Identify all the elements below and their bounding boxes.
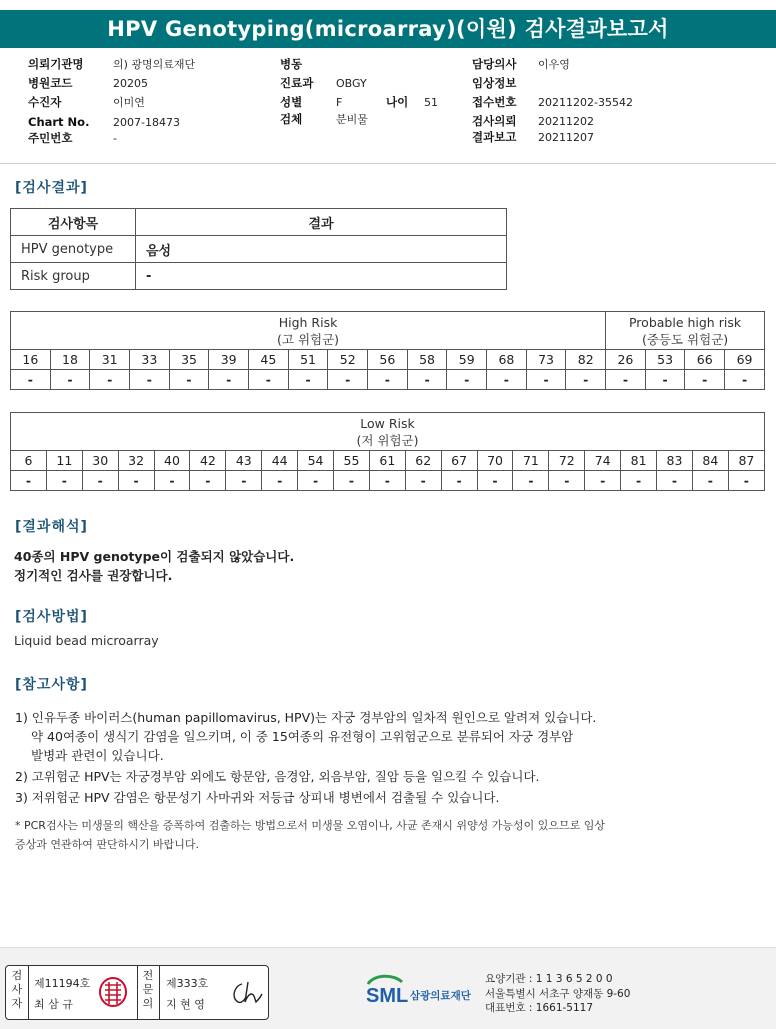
note-line: 발병과 관련이 있습니다. (31, 748, 164, 763)
genotype-result-cell: - (190, 471, 226, 491)
info-value: F (336, 96, 343, 109)
genotype-cell: 73 (526, 350, 566, 370)
patient-info-col1 (28, 55, 195, 148)
low-risk-header (11, 413, 765, 451)
genotype-cell: 39 (209, 350, 249, 370)
info-value: 의) 광명의료재단 (113, 58, 196, 71)
divider (28, 966, 29, 1019)
examiner-license: 제11194호 (34, 977, 91, 990)
info-label: 수진자 (28, 95, 62, 109)
section-title-result: [검사결과] (15, 180, 88, 196)
divider (137, 966, 138, 1019)
genotype-result-cell: - (526, 370, 566, 390)
header-divider (0, 163, 776, 164)
low-risk-title: Low Risk (360, 415, 415, 431)
table-row (11, 236, 507, 263)
genotype-cell: 18 (50, 350, 90, 370)
result-value: - (136, 263, 507, 290)
genotype-result-cell: - (169, 370, 209, 390)
genotype-result-cell: - (154, 471, 190, 491)
genotype-cell: 43 (226, 451, 262, 471)
genotype-cell: 26 (606, 350, 646, 370)
genotype-cell: 51 (288, 350, 328, 370)
info-label: 담당의사 (472, 57, 517, 71)
genotype-cell: 58 (407, 350, 447, 370)
section-title-interpretation: [결과해석] (15, 519, 88, 535)
genotype-cell: 83 (657, 451, 693, 471)
section-title-reference: [참고사항] (15, 677, 88, 693)
genotype-result-cell: - (130, 370, 170, 390)
interpretation-text (14, 547, 294, 585)
genotype-result-cell: - (725, 370, 765, 390)
info-value: 20211202 (538, 115, 594, 128)
info-value: - (113, 132, 117, 145)
genotype-result-cell: - (657, 471, 693, 491)
genotype-cell: 6 (11, 451, 47, 471)
info-label: 주민번호 (28, 131, 73, 145)
logo-mark (364, 972, 482, 1008)
high-risk-table (10, 311, 765, 390)
genotype-result-cell: - (11, 471, 47, 491)
age-label: 나이 (386, 95, 409, 109)
high-risk-header (11, 312, 606, 350)
genotype-cell: 33 (130, 350, 170, 370)
high-risk-title: High Risk (278, 314, 338, 330)
genotype-cell: 30 (82, 451, 118, 471)
patient-info-col3 (472, 55, 633, 147)
result-table (10, 208, 507, 290)
genotype-result-cell: - (477, 471, 513, 491)
result-item: HPV genotype (11, 236, 136, 263)
high-risk-subtitle: (고 위험군) (277, 331, 340, 347)
high-risk-result-row (11, 370, 765, 390)
seal-stamp (98, 976, 128, 1011)
info-label: 검사의뢰 (472, 114, 517, 128)
institution-number: 요양기관 : 1 1 3 6 5 2 0 0 (485, 973, 613, 985)
genotype-cell: 56 (368, 350, 408, 370)
genotype-cell: 61 (369, 451, 405, 471)
genotype-cell: 74 (585, 451, 621, 471)
examiner-role: 검 사 자 (11, 969, 23, 1010)
genotype-cell: 59 (447, 350, 487, 370)
low-risk-type-row (11, 451, 765, 471)
genotype-result-cell: - (328, 370, 368, 390)
section-title-method: [검사방법] (15, 609, 88, 625)
genotype-result-cell: - (685, 370, 725, 390)
logo-text: SML (366, 985, 409, 1007)
reference-notes (15, 707, 596, 808)
genotype-result-cell: - (288, 370, 328, 390)
info-value: 2007-18473 (113, 116, 180, 129)
genotype-result-cell: - (11, 370, 51, 390)
org-address: 서울특별시 서초구 양재동 9-60 (485, 987, 631, 1000)
genotype-result-cell: - (82, 471, 118, 491)
org-contact (485, 972, 630, 1016)
genotype-cell: 87 (728, 451, 764, 471)
genotype-cell: 71 (513, 451, 549, 471)
genotype-result-cell: - (606, 370, 646, 390)
genotype-result-cell: - (692, 471, 728, 491)
genotype-cell: 62 (405, 451, 441, 471)
info-label: 검체 (280, 112, 303, 126)
reviewer-license: 제333호 (166, 977, 209, 990)
info-label: 접수번호 (472, 95, 517, 109)
info-value: 이미연 (113, 96, 145, 109)
genotype-result-cell: - (46, 471, 82, 491)
reviewer-role: 전 문 의 (142, 969, 154, 1010)
genotype-result-cell: - (405, 471, 441, 491)
genotype-result-cell: - (209, 370, 249, 390)
genotype-result-cell: - (368, 370, 408, 390)
genotype-cell: 31 (90, 350, 130, 370)
genotype-cell: 52 (328, 350, 368, 370)
probable-risk-subtitle: (중등도 위험군) (641, 331, 729, 347)
note-line: 3) 저위험군 HPV 감염은 항문성기 사마귀와 저등급 상피내 병변에서 검출될 수 있습니다. (15, 790, 500, 805)
genotype-cell: 54 (298, 451, 334, 471)
genotype-cell: 55 (334, 451, 370, 471)
genotype-result-cell: - (90, 370, 130, 390)
signature-box (5, 965, 269, 1020)
genotype-cell: 66 (685, 350, 725, 370)
result-value: 음성 (136, 236, 507, 263)
info-value: 분비물 (336, 113, 368, 126)
genotype-result-cell: - (513, 471, 549, 491)
genotype-cell: 32 (118, 451, 154, 471)
genotype-cell: 70 (477, 451, 513, 471)
genotype-result-cell: - (621, 471, 657, 491)
genotype-result-cell: - (549, 471, 585, 491)
genotype-cell: 40 (154, 451, 190, 471)
note-line: 1) 인유두종 바이러스(human papillomavirus, HPV)는 자궁 경부암의 일차적 원인으로 알려져 있습니다. (15, 710, 597, 725)
info-value: 20211202-35542 (538, 96, 633, 109)
method-text: Liquid bead microarray (14, 633, 159, 648)
genotype-result-cell: - (447, 370, 487, 390)
genotype-result-cell: - (585, 471, 621, 491)
footnote-line: 증상과 연관하여 판단하시기 바랍니다. (15, 838, 200, 851)
genotype-result-cell: - (334, 471, 370, 491)
genotype-cell: 67 (441, 451, 477, 471)
interpretation-line: 정기적인 검사를 권장합니다. (14, 568, 173, 583)
age-value: 51 (424, 96, 438, 109)
org-name: 삼광의료재단 (410, 990, 471, 1002)
report-title: HPV Genotyping(microarray)(이원) 검사결과보고서 (0, 10, 776, 48)
info-label: 병원코드 (28, 76, 73, 90)
note-line: 2) 고위험군 HPV는 자궁경부암 외에도 항문암, 음경암, 외음부암, 질암 등을 일으킬 수 있습니다. (15, 769, 540, 784)
genotype-result-cell: - (728, 471, 764, 491)
result-header-item: 검사항목 (11, 209, 136, 236)
genotype-result-cell: - (298, 471, 334, 491)
info-label: 병동 (280, 57, 303, 71)
genotype-result-cell: - (369, 471, 405, 491)
patient-info-col2 (280, 55, 438, 129)
genotype-cell: 42 (190, 451, 226, 471)
genotype-cell: 53 (645, 350, 685, 370)
genotype-result-cell: - (50, 370, 90, 390)
genotype-result-cell: - (407, 370, 447, 390)
info-value: 20211207 (538, 131, 594, 144)
info-value: 20205 (113, 77, 148, 90)
info-label: Chart No. (28, 115, 90, 129)
table-row (11, 263, 507, 290)
info-label: 결과보고 (472, 130, 517, 144)
low-risk-result-row (11, 471, 765, 491)
genotype-cell: 11 (46, 451, 82, 471)
genotype-cell: 81 (621, 451, 657, 471)
genotype-cell: 82 (566, 350, 606, 370)
probable-risk-title: Probable high risk (628, 314, 742, 330)
result-item: Risk group (11, 263, 136, 290)
info-label: 의뢰기관명 (28, 57, 84, 71)
low-risk-subtitle: (저 위험군) (356, 432, 419, 448)
genotype-result-cell: - (441, 471, 477, 491)
signature-scribble (228, 978, 264, 1011)
reviewer-name: 지 현 영 (166, 998, 205, 1011)
result-header-result: 결과 (136, 209, 507, 236)
genotype-result-cell: - (249, 370, 289, 390)
genotype-cell: 35 (169, 350, 209, 370)
high-risk-type-row (11, 350, 765, 370)
genotype-result-cell: - (645, 370, 685, 390)
genotype-cell: 68 (487, 350, 527, 370)
genotype-result-cell: - (566, 370, 606, 390)
genotype-result-cell: - (262, 471, 298, 491)
pcr-footnote (15, 816, 605, 854)
org-phone: 대표번호 : 1661-5117 (485, 1002, 594, 1014)
genotype-cell: 45 (249, 350, 289, 370)
genotype-cell: 16 (11, 350, 51, 370)
genotype-result-cell: - (487, 370, 527, 390)
genotype-cell: 84 (692, 451, 728, 471)
info-value: OBGY (336, 77, 367, 90)
interpretation-line: 40종의 HPV genotype이 검출되지 않았습니다. (14, 549, 295, 564)
info-label: 임상정보 (472, 76, 517, 90)
examiner-name: 최 삼 규 (34, 998, 73, 1011)
note-line: 약 40여종이 생식기 감염을 일으키며, 이 중 15여종의 유전형이 고위험군으로 분류되어 자궁 경부암 (31, 729, 574, 744)
probable-risk-header (606, 312, 765, 350)
sml-logo (364, 972, 482, 1012)
genotype-result-cell: - (118, 471, 154, 491)
genotype-cell: 69 (725, 350, 765, 370)
footnote-line: * PCR검사는 미생물의 핵산을 증폭하여 검출하는 방법으로서 미생물 오염이나, 사균 존재시 위양성 가능성이 있으므로 임상 (15, 819, 605, 832)
low-risk-table (10, 412, 765, 491)
info-label: 성별 (280, 95, 303, 109)
genotype-result-cell: - (226, 471, 262, 491)
info-value: 이우영 (538, 58, 570, 71)
genotype-cell: 72 (549, 451, 585, 471)
divider (159, 966, 160, 1019)
genotype-cell: 44 (262, 451, 298, 471)
info-label: 진료과 (280, 76, 314, 90)
